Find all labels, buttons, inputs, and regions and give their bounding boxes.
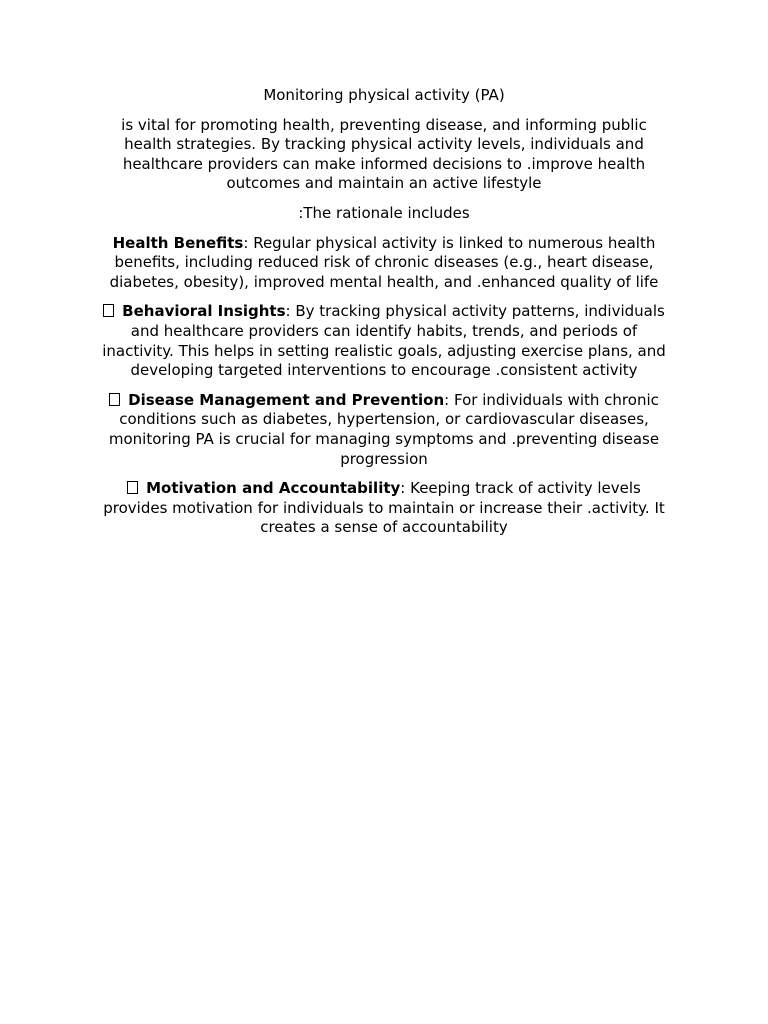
rationale-text: : Regular physical activity is linked to numerous health benefits, including reduced risk of chronic diseases (e.g., heart disease, diabetes, obesity), improved mental health, and .enhanced quality of life xyxy=(109,233,659,291)
rationale-item-behavioral-insights xyxy=(100,302,668,380)
intro-paragraph: is vital for promoting health, preventing disease, and informing public health strategies. By tracking physical activity levels, individuals and healthcare providers can make informed decisions to .improve health outcomes and maintain an active lifestyle xyxy=(121,115,647,193)
rationale-term: Motivation and Accountability xyxy=(146,479,401,498)
document-title: Monitoring physical activity (PA) xyxy=(263,86,505,104)
bullet-icon xyxy=(127,481,138,494)
rationale-term: Behavioral Insights xyxy=(122,302,286,321)
rationale-term: Disease Management and Prevention xyxy=(128,390,445,409)
rationale-item-health-benefits xyxy=(100,234,668,293)
rationale-text: : By tracking physical activity patterns, individuals and healthcare providers can identify habits, trends, and periods of inactivity. This helps in setting realistic goals, adjusting exercise plans, and developing targeted interventions to encourage .consistent activity xyxy=(102,302,666,380)
rationale-item-disease-management xyxy=(100,391,668,469)
rationale-term: Health Benefits xyxy=(112,233,244,252)
bullet-icon xyxy=(109,393,120,406)
rationale-item-motivation xyxy=(100,479,668,538)
bullet-icon xyxy=(103,304,114,317)
document-page xyxy=(100,86,668,548)
rationale-heading: :The rationale includes xyxy=(298,203,470,222)
rationale-text: : For individuals with chronic conditions such as diabetes, hypertension, or cardiovascular diseases, monitoring PA is crucial for managing symptoms and .preventing disease progression xyxy=(108,390,660,468)
rationale-text: : Keeping track of activity levels provides motivation for individuals to maintain or increase their .activity. It creates a sense of accountability xyxy=(103,479,665,537)
